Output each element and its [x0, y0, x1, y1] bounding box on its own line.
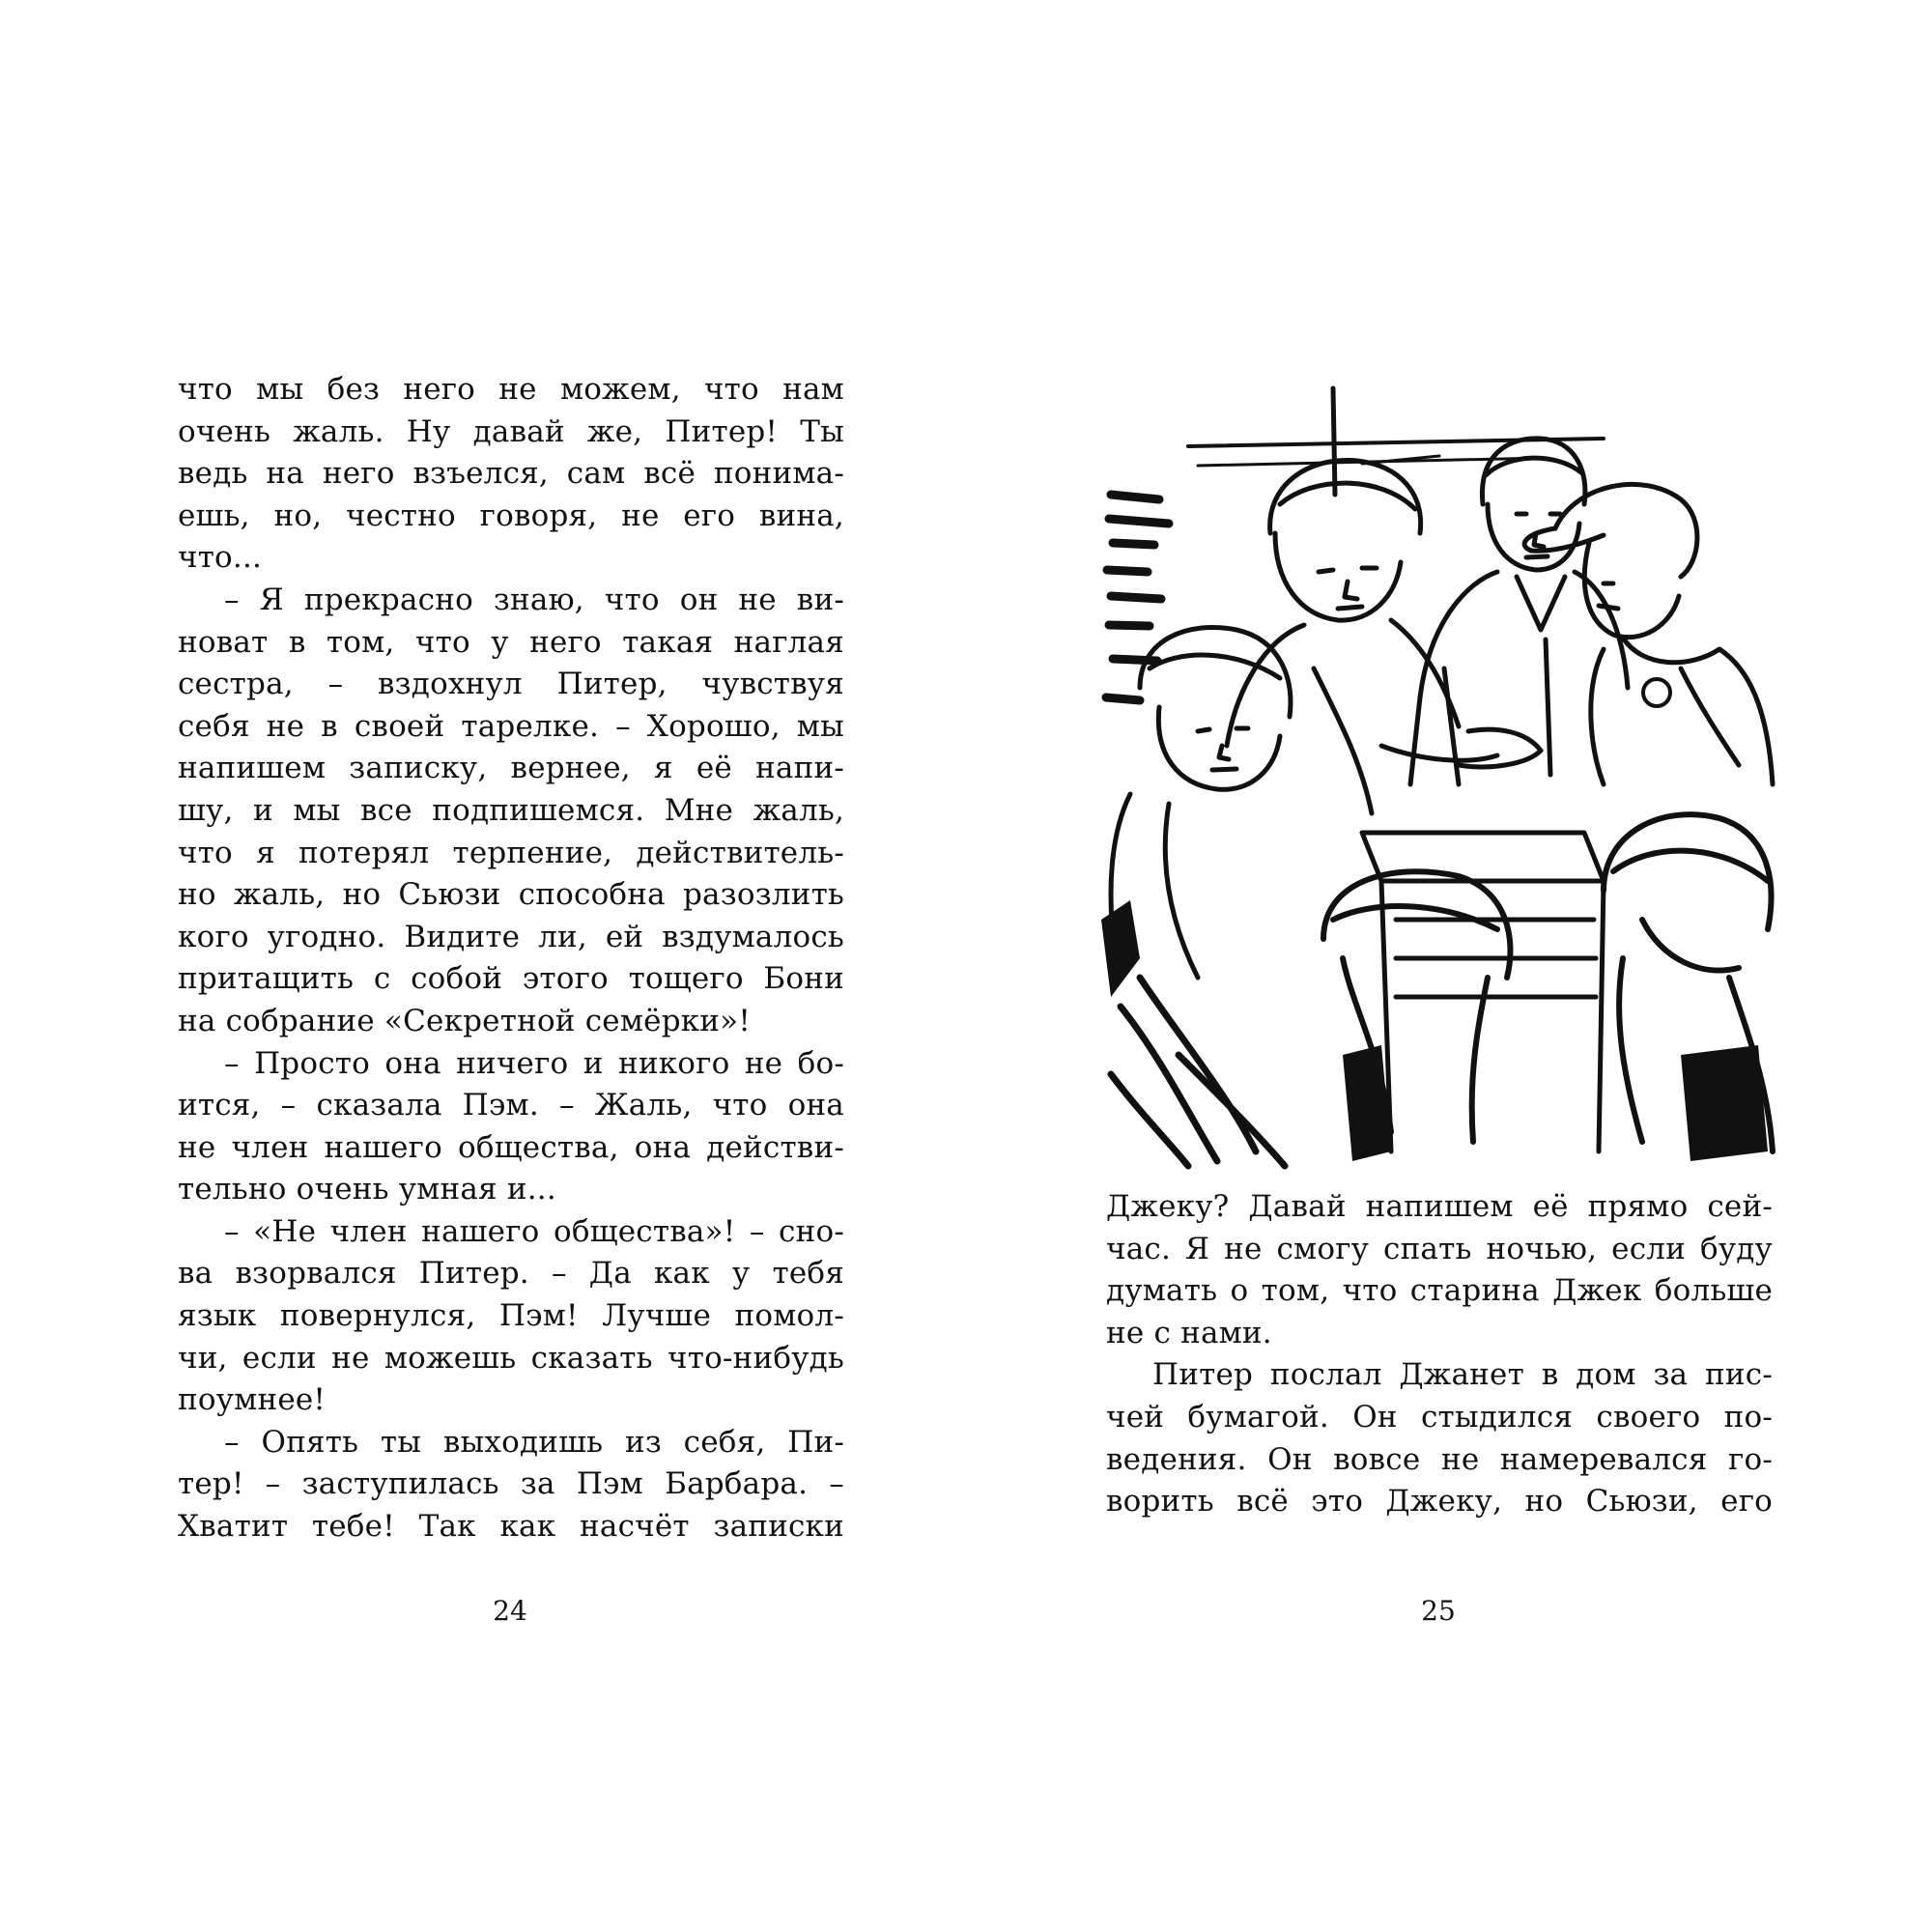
text-line: ведения. Он вовсе не намеревался го- — [1106, 1441, 1773, 1477]
text-line: очень жаль. Ну давай же, Питер! Ты — [178, 413, 844, 449]
text-line: Питер послал Джанет в дом за пис- — [1152, 1357, 1773, 1393]
text-line: ведь на него взъелся, сам всё понима- — [178, 456, 844, 492]
page-number: 25 — [1421, 1595, 1456, 1627]
text-line: притащить с собой этого тощего Бони — [178, 961, 844, 997]
text-line: – Опять ты выходишь из себя, Пи- — [224, 1424, 844, 1460]
text-line: не член нашего общества, она действи- — [178, 1129, 844, 1165]
text-line: тер! – заступилась за Пэм Барбара. – — [178, 1466, 844, 1502]
right-page-text — [1106, 1186, 1773, 1523]
text-line: но жаль, но Сьюзи способна разозлить — [178, 877, 844, 913]
page-number: 24 — [493, 1595, 527, 1627]
text-line: что я потерял терпение, действитель- — [178, 835, 844, 870]
text-line: Джеку? Давай напишем её прямо сей- — [1106, 1189, 1773, 1224]
text-line: ится, – сказала Пэм. – Жаль, что она — [178, 1088, 844, 1123]
text-line: ешь, но, честно говоря, не его вина, — [178, 497, 844, 533]
text-line: новат в том, что у него такая наглая — [178, 624, 844, 660]
text-line: себя не в своей тарелке. – Хорошо, мы — [178, 708, 844, 744]
text-line: шу, и мы все подпишемся. Мне жаль, — [178, 792, 844, 828]
text-line: что мы без него не можем, что нам — [178, 372, 844, 407]
text-line: что... — [178, 540, 263, 576]
text-line: ворить всё это Джеку, но Сьюзи, его — [1106, 1484, 1773, 1520]
text-line: тельно очень умная и... — [178, 1172, 556, 1208]
text-line: напишем записку, вернее, я её напи- — [178, 751, 844, 786]
text-line: думать о том, что старина Джек больше — [1106, 1273, 1773, 1309]
text-line: ва взорвался Питер. – Да как у тебя — [178, 1256, 844, 1292]
text-line: – Просто она ничего и никого не бо- — [224, 1045, 844, 1081]
text-line: – «Не член нашего общества»! – сно- — [224, 1213, 844, 1249]
text-line: чей бумагой. Он стыдился своего по- — [1106, 1399, 1773, 1435]
text-line: не с нами. — [1106, 1315, 1272, 1350]
illustration-children-at-table-icon — [1101, 379, 1777, 1171]
left-page-text — [178, 369, 844, 1548]
text-line: чи, если не можешь сказать что-нибудь — [178, 1340, 844, 1376]
text-line: язык повернулся, Пэм! Лучше помол- — [178, 1298, 844, 1334]
right-page — [966, 0, 1932, 1932]
text-line: Хватит тебе! Так как насчёт записки — [178, 1509, 844, 1545]
text-line: кого угодно. Видите ли, ей вздумалось — [178, 919, 844, 954]
text-line: поумнее! — [178, 1382, 327, 1418]
text-line: на собрание «Секретной семёрки»! — [178, 1003, 751, 1038]
text-line: – Я прекрасно знаю, что он не ви- — [224, 582, 844, 617]
text-line: час. Я не смогу спать ночью, если буду — [1106, 1231, 1773, 1266]
text-line: сестра, – вздохнул Питер, чувствуя — [178, 667, 844, 702]
